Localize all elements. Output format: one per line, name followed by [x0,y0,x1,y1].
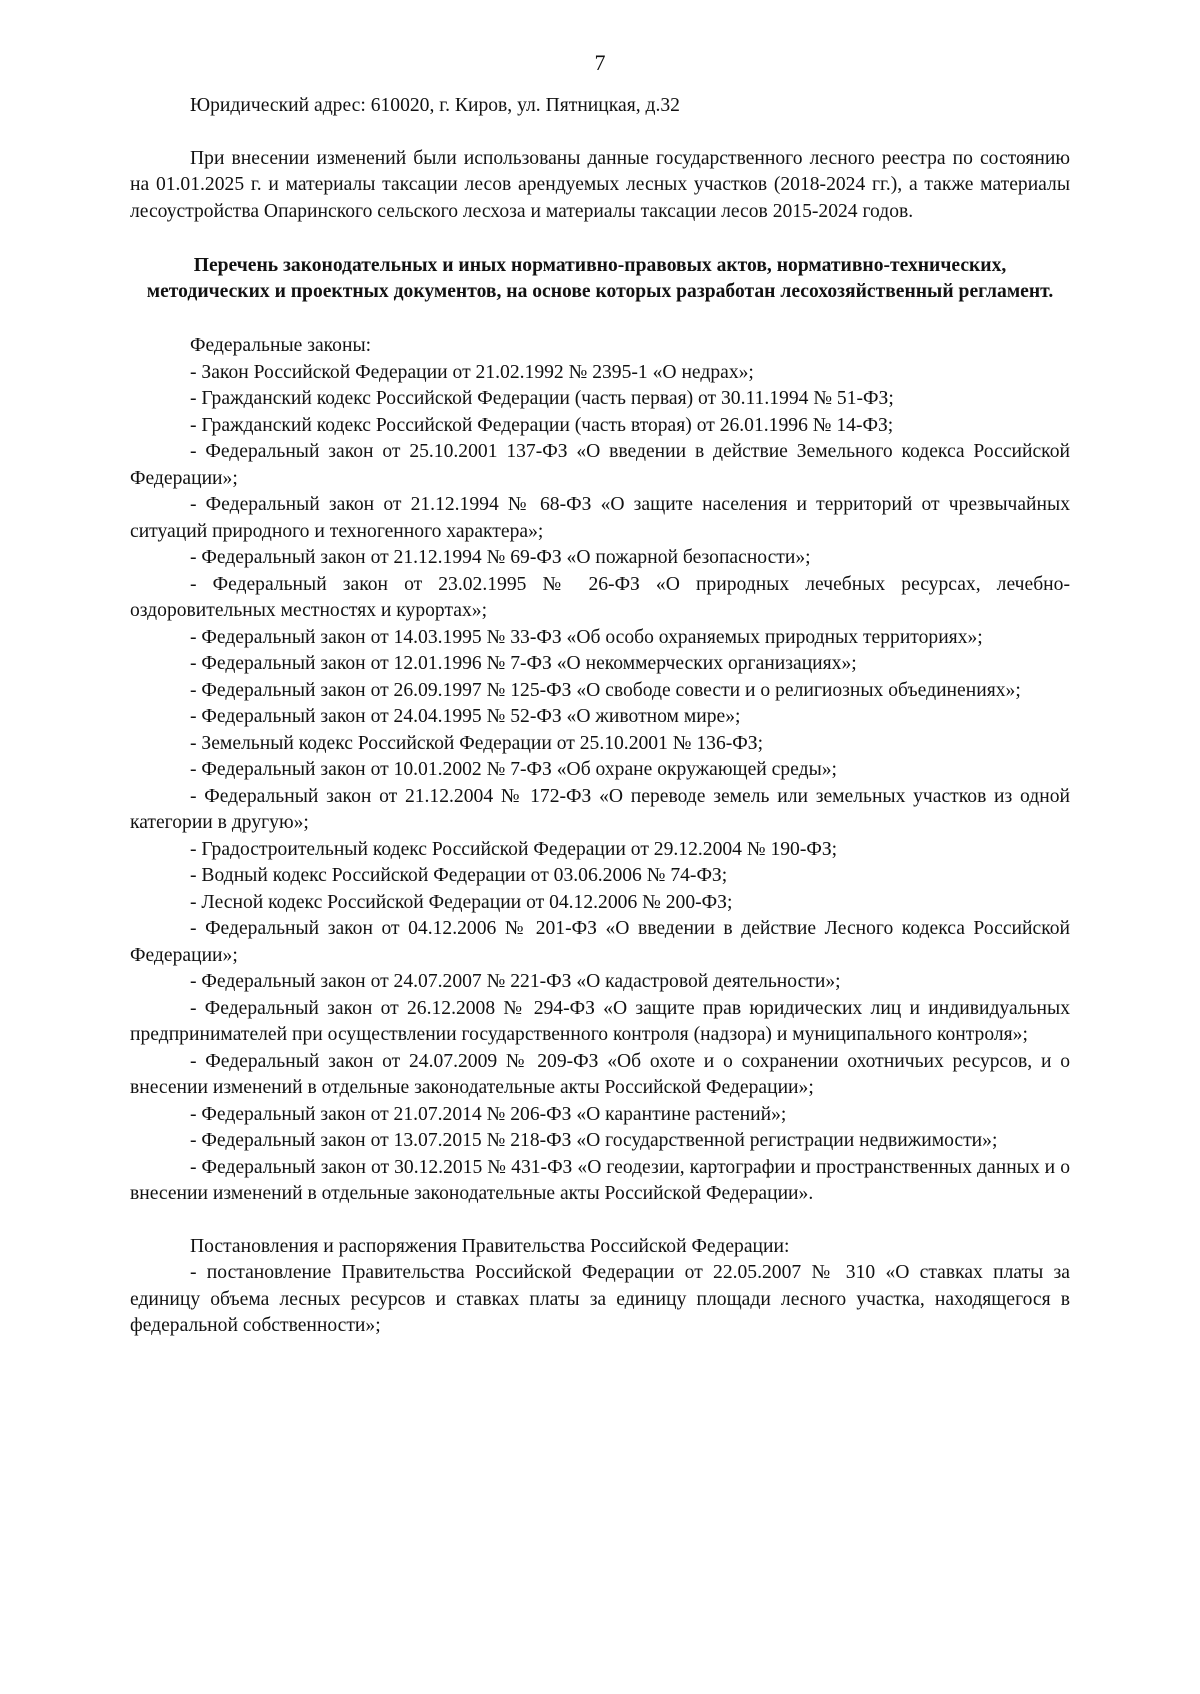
federal-law-item: - Федеральный закон от 26.09.1997 № 125-ФЗ «О свободе совести и о религиозных объединениях»; [190,679,1021,701]
legal-address: Юридический адрес: 610020, г. Киров, ул. Пятницкая, д.32 [190,95,680,116]
federal-law-item: - Федеральный закон от 23.02.1995 № 26-ФЗ «О природных лечебных ресурсах, лечебно-оздоровительных местностях и курортах»; [130,573,1070,621]
intro-paragraph: При внесении изменений были использованы данные государственного лесного реестра по состоянию на 01.01.2025 г. и материалы таксации лесов арендуемых лесных участков (2018-2024 гг.), а также материалы лесоустройства Опаринского сельского лесхоза и материалы таксации лесов 2015-2024 годов. [130,147,1070,222]
federal-law-item: - Закон Российской Федерации от 21.02.1992 № 2395-1 «О недрах»; [190,361,754,383]
document-body [130,93,1070,1340]
federal-law-item: - Водный кодекс Российской Федерации от 03.06.2006 № 74-ФЗ; [190,865,728,886]
federal-law-item: - Федеральный закон от 24.07.2009 № 209-ФЗ «Об охоте и о сохранении охотничьих ресурсов, и о внесении изменений в отдельные законодательные акты Российской Федерации»; [130,1050,1070,1098]
federal-law-item: - Федеральный закон от 21.12.1994 № 68-ФЗ «О защите населения и территорий от чрезвычайных ситуаций природного и техногенного характера»; [130,494,1070,542]
government-acts-list [130,1260,1070,1340]
section-title: Перечень законодательных и иных нормативно-правовых актов, нормативно-технических, методических и проектных документов, на основе которых разработан лесохозяйственный регламент. [146,255,1054,302]
government-act-item: - постановление Правительства Российской Федерации от 22.05.2007 № 310 «О ставках платы за единицу объема лесных ресурсов и ставках платы за единицу площади лесного участка, находящегося в федеральной собственности»; [130,1262,1070,1336]
government-acts-heading: Постановления и распоряжения Правительства Российской Федерации: [190,1235,790,1257]
federal-laws-section [130,333,1070,1208]
federal-law-item: - Градостроительный кодекс Российской Федерации от 29.12.2004 № 190-ФЗ; [190,838,838,860]
federal-law-item: - Федеральный закон от 12.01.1996 № 7-ФЗ «О некоммерческих организациях»; [190,653,857,674]
government-acts-section [130,1234,1070,1340]
federal-law-item: - Федеральный закон от 21.12.1994 № 69-ФЗ «О пожарной безопасности»; [190,547,811,568]
federal-law-item: - Земельный кодекс Российской Федерации от 25.10.2001 № 136-ФЗ; [190,732,764,754]
federal-laws-heading: Федеральные законы: [190,335,372,356]
federal-law-item: - Федеральный закон от 25.10.2001 137-ФЗ «О введении в действие Земельного кодекса Российской Федерации»; [130,441,1070,489]
federal-law-item: - Федеральный закон от 10.01.2002 № 7-ФЗ «Об охране окружающей среды»; [190,759,837,780]
federal-law-item: - Гражданский кодекс Российской Федерации (часть вторая) от 26.01.1996 № 14-ФЗ; [190,414,894,436]
page-number: 7 [594,50,606,75]
federal-law-item: - Федеральный закон от 04.12.2006 № 201-ФЗ «О введении в действие Лесного кодекса Российской Федерации»; [130,918,1070,966]
federal-law-item: - Лесной кодекс Российской Федерации от 04.12.2006 № 200-ФЗ; [190,891,733,913]
federal-law-item: - Федеральный закон от 30.12.2015 № 431-ФЗ «О геодезии, картографии и пространственных данных и о внесении изменений в отдельные законодательные акты Российской Федерации». [130,1156,1070,1204]
federal-law-item: - Федеральный закон от 14.03.1995 № 33-ФЗ «Об особо охраняемых природных территориях»; [190,626,983,648]
federal-law-item: - Федеральный закон от 21.12.2004 № 172-ФЗ «О переводе земель или земельных участков из одной категории в другую»; [130,785,1070,833]
federal-laws-list [130,360,1070,1208]
federal-law-item: - Федеральный закон от 24.04.1995 № 52-ФЗ «О животном мире»; [190,706,741,727]
federal-law-item: - Федеральный закон от 26.12.2008 № 294-ФЗ «О защите прав юридических лиц и индивидуальных предпринимателей при осуществлении государственного контроля (надзора) и муниципального контроля»; [130,997,1070,1045]
federal-law-item: - Федеральный закон от 13.07.2015 № 218-ФЗ «О государственной регистрации недвижимости»; [190,1130,998,1151]
federal-law-item: - Гражданский кодекс Российской Федерации (часть первая) от 30.11.1994 № 51-ФЗ; [190,388,894,409]
federal-law-item: - Федеральный закон от 24.07.2007 № 221-ФЗ «О кадастровой деятельности»; [190,971,841,992]
federal-law-item: - Федеральный закон от 21.07.2014 № 206-ФЗ «О карантине растений»; [190,1103,787,1125]
